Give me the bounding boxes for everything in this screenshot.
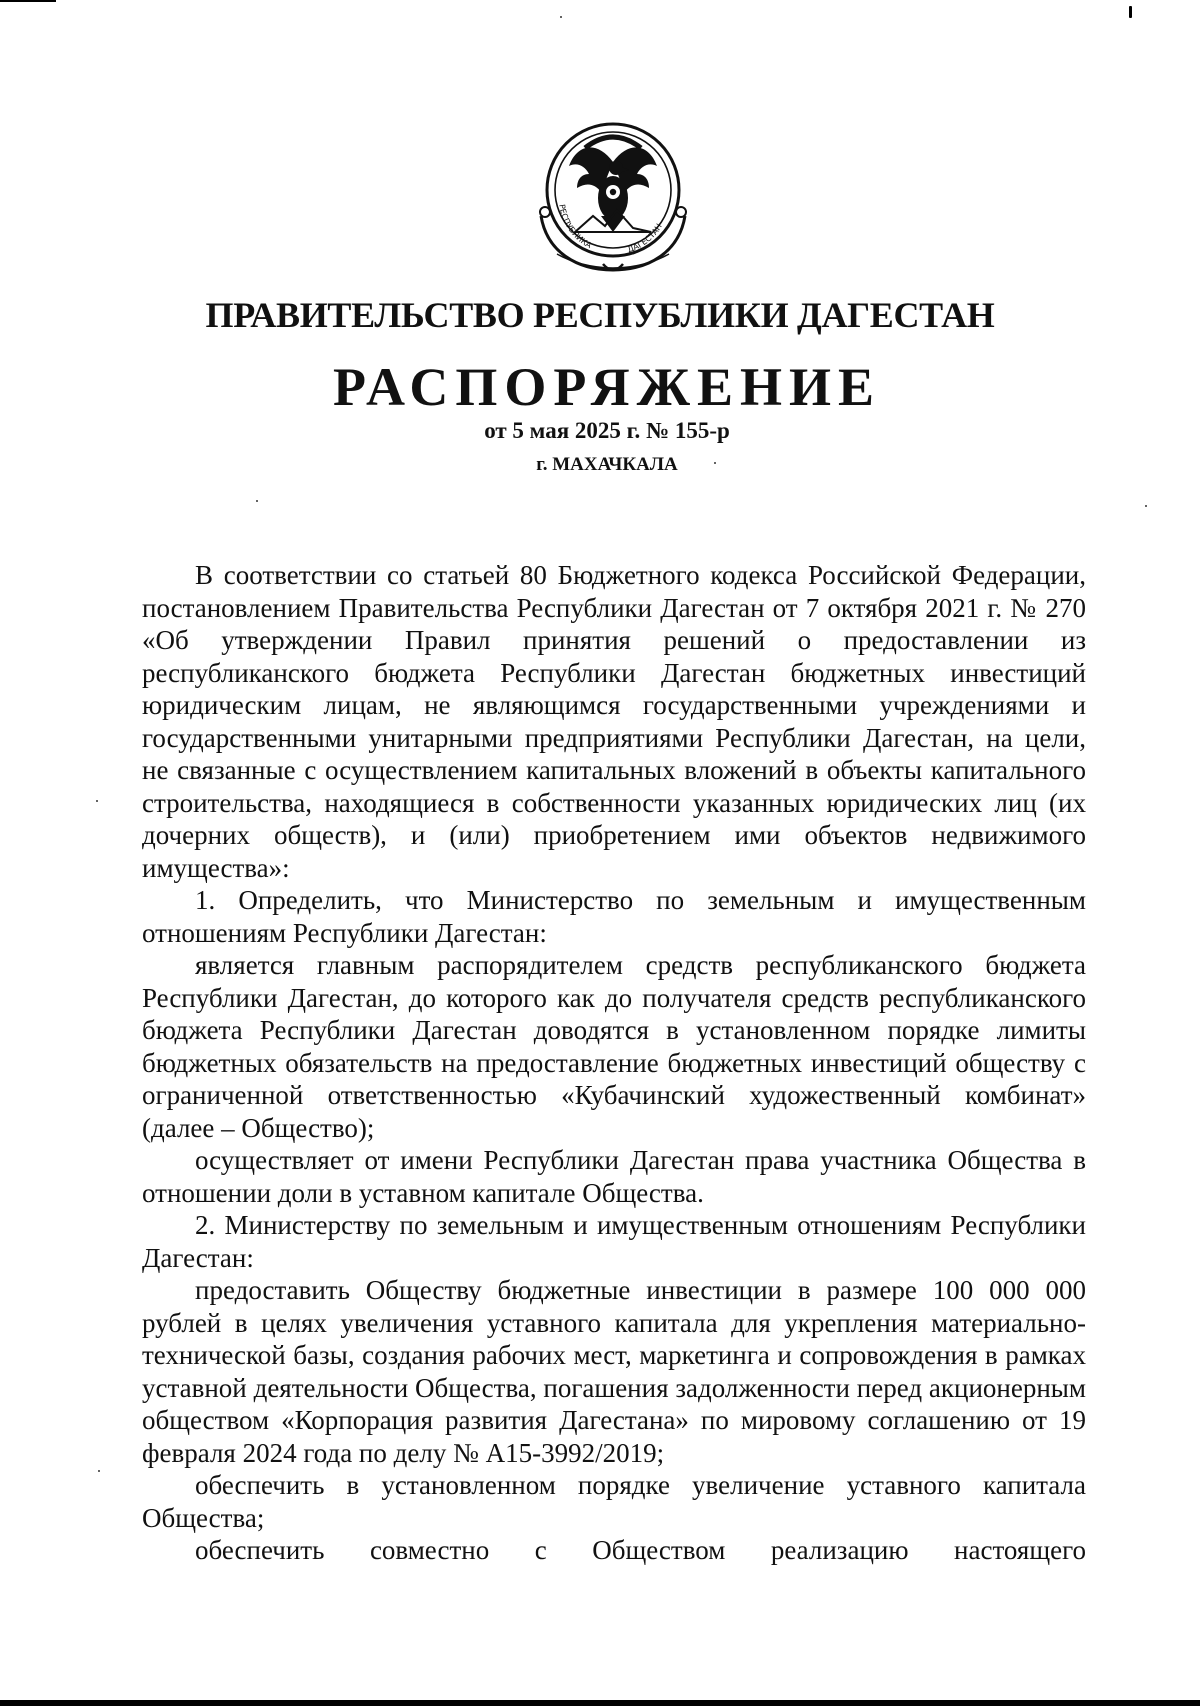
- paragraph-item-1-a: является главным распорядителем средств республиканского бюджета Республики Дагестан, до которого как до получателя средств республиканского бюджета Республики Дагестан доводятся в установленном порядке лимиты бюджетных обязательств на предоставление бюджетных инвестиций обществу с ограниченной ответственностью «Кубачинский художественный комбинат» (далее – Общество);: [142, 950, 1086, 1143]
- coat-of-arms-icon: [537, 104, 689, 276]
- scan-artifact: [0, 0, 56, 2]
- document-city: г. МАХАЧКАЛА: [536, 454, 678, 475]
- scan-speck: [98, 1470, 100, 1472]
- scan-edge: [0, 1700, 1200, 1706]
- paragraph-item-1-b: осуществляет от имени Республики Дагестан права участника Общества в отношении доли в уставном капитале Общества.: [142, 1145, 1086, 1208]
- scan-speck: [96, 800, 98, 802]
- emblem-ring-text-right: ДАГЕСТАН: [626, 222, 664, 255]
- emblem-ring-text-left: РЕСПУБЛИКА: [557, 203, 594, 251]
- scan-speck: [560, 16, 562, 18]
- scan-speck: [1145, 505, 1147, 507]
- scan-artifact: [1129, 6, 1132, 18]
- paragraph-item-2-a: предоставить Обществу бюджетные инвестиции в размере 100 000 000 рублей в целях увеличения уставного капитала для укрепления материально-технической базы, создания рабочих мест, маркетинга и сопровождения в рамках уставной деятельности Общества, погашения задолженности перед акционерным обществом «Корпорация развития Дагестана» по мировому соглашению от 19 февраля 2024 года по делу № А15-3992/2019;: [142, 1275, 1086, 1468]
- document-date-number: от 5 мая 2025 г. № 155-р: [484, 418, 730, 443]
- paragraph-item-2-b: обеспечить в установленном порядке увеличение уставного капитала Общества;: [142, 1470, 1086, 1533]
- scan-speck: [256, 500, 258, 502]
- document-type: РАСПОРЯЖЕНИЕ: [332, 357, 882, 417]
- paragraph-item-2: 2. Министерству по земельным и имущественным отношениям Республики Дагестан:: [142, 1210, 1086, 1273]
- paragraph-item-1: 1. Определить, что Министерство по земельным и имущественным отношениям Республики Дагестан:: [142, 885, 1086, 948]
- paragraph-item-2-c: обеспечить совместно с Обществом реализацию настоящего: [195, 1535, 1086, 1565]
- paragraph-preamble: В соответствии со статьей 80 Бюджетного кодекса Российской Федерации, постановлением Правительства Республики Дагестан от 7 октября 2021 г. № 270 «Об утверждении Правил принятия решений о предоставлении из республиканского бюджета Республики Дагестан бюджетных инвестиций юридическим лицам, не являющимся государственными учреждениями и государственными унитарными предприятиями Республики Дагестан, на цели, не связанные с осуществлением капитальных вложений в объекты капитального строительства, находящиеся в собственности указанных юридических лиц (их дочерних обществ), и (или) приобретением ими объектов недвижимого имущества»:: [142, 560, 1086, 883]
- document-body: [142, 559, 1086, 1567]
- organization-title: ПРАВИТЕЛЬСТВО РЕСПУБЛИКИ ДАГЕСТАН: [205, 295, 995, 335]
